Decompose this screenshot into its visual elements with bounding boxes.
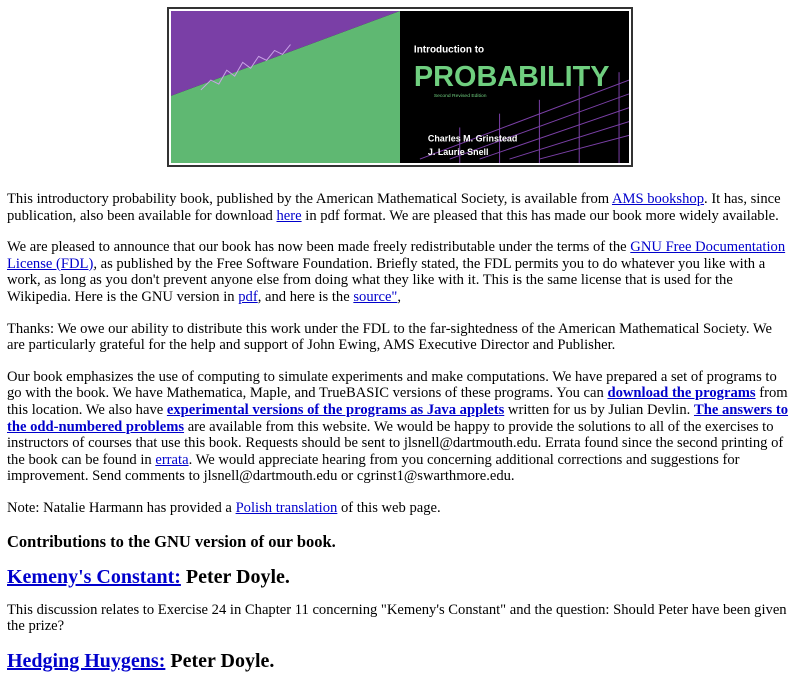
- section-author: Peter Doyle.: [165, 649, 275, 672]
- polish-translation-link[interactable]: Polish translation: [235, 499, 338, 516]
- java-applets-link[interactable]: experimental versions of the programs as Java applets: [166, 401, 505, 418]
- text-run: We are pleased to announce that our book has now been made freely redistributable under the terms of the: [7, 239, 631, 256]
- hedging-heading: [7, 649, 793, 673]
- intro-paragraph: [7, 191, 793, 224]
- kemeny-heading: [7, 565, 793, 589]
- cover-title-small: Introduction to: [413, 44, 485, 56]
- text-run: in pdf format. We are pleased that this has made our book more widely available.: [301, 207, 779, 224]
- errata-link[interactable]: errata: [155, 451, 189, 468]
- ams-bookshop-link[interactable]: AMS bookshop: [611, 191, 705, 207]
- download-here-link[interactable]: here: [276, 207, 302, 224]
- text-run: Our book emphasizes the use of computing to simulate experiments and make computations. We have prepared a set of programs to go with the book. We have Mathematica, Maple, and TrueBASIC versions of these programs. You can: [7, 368, 777, 402]
- text-run: , and here is the: [257, 288, 354, 305]
- text-run: Note: Natalie Harmann has provided a: [7, 499, 236, 516]
- text-run: This introductory probability book, published by the American Mathematical Society, is available from: [7, 191, 612, 207]
- source-link[interactable]: source": [353, 288, 398, 305]
- pdf-link[interactable]: pdf: [238, 288, 258, 305]
- text-run: of this web page.: [337, 499, 441, 516]
- text-run: , as published by the Free Software Foundation. Briefly stated, the FDL permits you to do whatever you like with a work, as long as you don't prevent anyone else from doing what they like with it. This is the same license that is used for the Wikipedia. Here is the GNU version in: [7, 255, 766, 305]
- text-run: from this location. We also have: [7, 385, 788, 418]
- text-run: are available from this website. We would be happy to provide the solutions to all of the exercises to instructors of courses that use this book. Requests should be sent to jlsnell@dartmouth.edu. Errata found since the second printing of the book can be found in: [7, 418, 784, 468]
- text-run: written for us by Julian Devlin.: [504, 401, 694, 418]
- cover-container: [7, 0, 793, 172]
- license-paragraph: [7, 239, 793, 305]
- text-run: . We would appreciate hearing from you concerning additional corrections and suggestions for improvement. Send comments to jlsnell@dartmouth.edu or cgrinst1@swarthmore.edu.: [7, 451, 740, 485]
- cover-title-big: PROBABILITY: [413, 61, 610, 93]
- text-run: ,: [397, 288, 402, 305]
- kemeny-description: This discussion relates to Exercise 24 in Chapter 11 concerning "Kemeny's Constant" and the question: Should Peter have been given the prize?: [7, 601, 787, 635]
- section-author: Peter Doyle.: [180, 565, 290, 588]
- cover-author-1: Charles M. Grinstead: [427, 133, 518, 144]
- download-programs-link[interactable]: download the programs: [607, 385, 756, 402]
- text-run: . It has, since publication, also been available for download: [7, 191, 781, 224]
- programs-paragraph: [7, 369, 793, 485]
- kemeny-constant-link[interactable]: Kemeny's Constant:: [7, 565, 181, 588]
- hedging-huygens-link[interactable]: Hedging Huygens:: [7, 649, 166, 672]
- thanks-paragraph: Thanks: We owe our ability to distribute this work under the FDL to the far-sightedness of the American Mathematical Society. We are particularly grateful for the help and support of John Ewing, AMS Executive Director and Publisher.: [7, 320, 772, 354]
- cover-author-2: J. Laurie Snell: [427, 147, 489, 158]
- cover-art: [171, 11, 629, 163]
- contributions-heading: Contributions to the GNU version of our book.: [7, 531, 336, 551]
- translation-note: [7, 500, 793, 517]
- book-cover-image: [167, 7, 633, 167]
- odd-answers-link[interactable]: The answers to the odd-numbered problems: [7, 401, 789, 435]
- gnu-fdl-link[interactable]: GNU Free Documentation License (FDL): [7, 239, 786, 272]
- cover-edition: Second Revised Edition: [433, 93, 487, 99]
